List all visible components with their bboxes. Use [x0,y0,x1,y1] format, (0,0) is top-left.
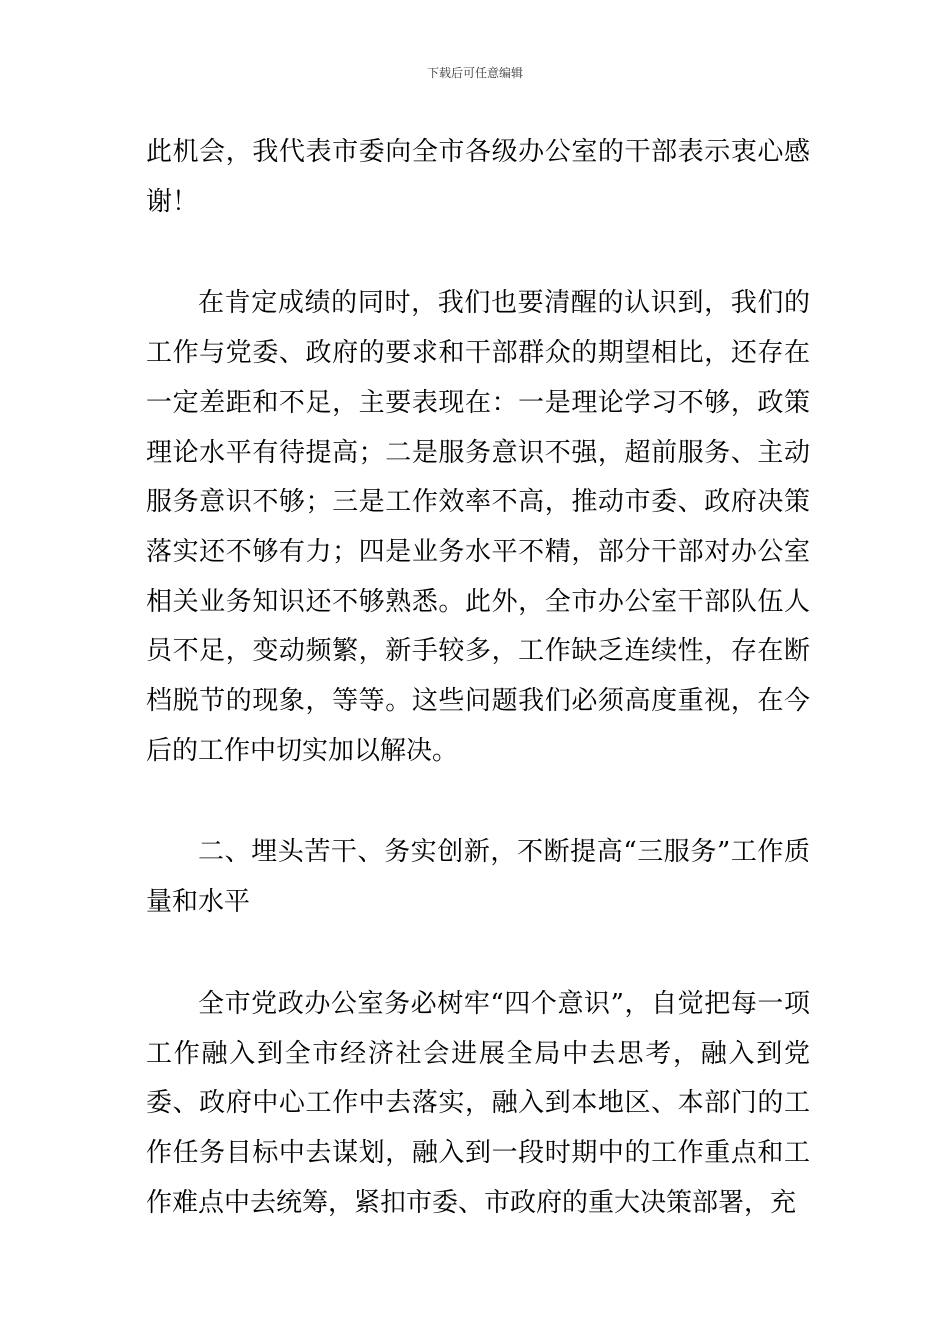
page-header: 下载后可任意编辑 [426,66,523,80]
section-heading-two: 二、埋头苦干、务实创新，不断提高“三服务”工作质量和水平 [146,837,810,918]
document-body [146,128,810,1228]
paragraph-four-consciousness: 全市党政办公室务必树牢“四个意识”，自觉把每一项工作融入到全市经济社会进展全局中去思考，融入到党委、政府中心工作中去落实，融入到本地区、本部门的工作任务目标中去谋划，融入到一段时期中的工作重点和工作难点中去统筹，紧扣市委、市政府的重大决策部署，充 [146,988,810,1218]
paragraph-closing-thanks: 此机会，我代表市委向全市各级办公室的干部表示衷心感谢！ [146,137,810,217]
paragraph-shortcomings: 在肯定成绩的同时，我们也要清醒的认识到，我们的工作与党委、政府的要求和干部群众的期望相比，还存在一定差距和不足，主要表现在：一是理论学习不够，政策理论水平有待提高；二是服务意识不强，超前服务、主动服务意识不够；三是工作效率不高，推动市委、政府决策落实还不够有力；四是业务水平不精，部分干部对办公室相关业务知识还不够熟悉。此外，全市办公室干部队伍人员不足，变动频繁，新手较多，工作缺乏连续性，存在断档脱节的现象，等等。这些问题我们必须高度重视，在今后的工作中切实加以解决。 [146,288,810,766]
